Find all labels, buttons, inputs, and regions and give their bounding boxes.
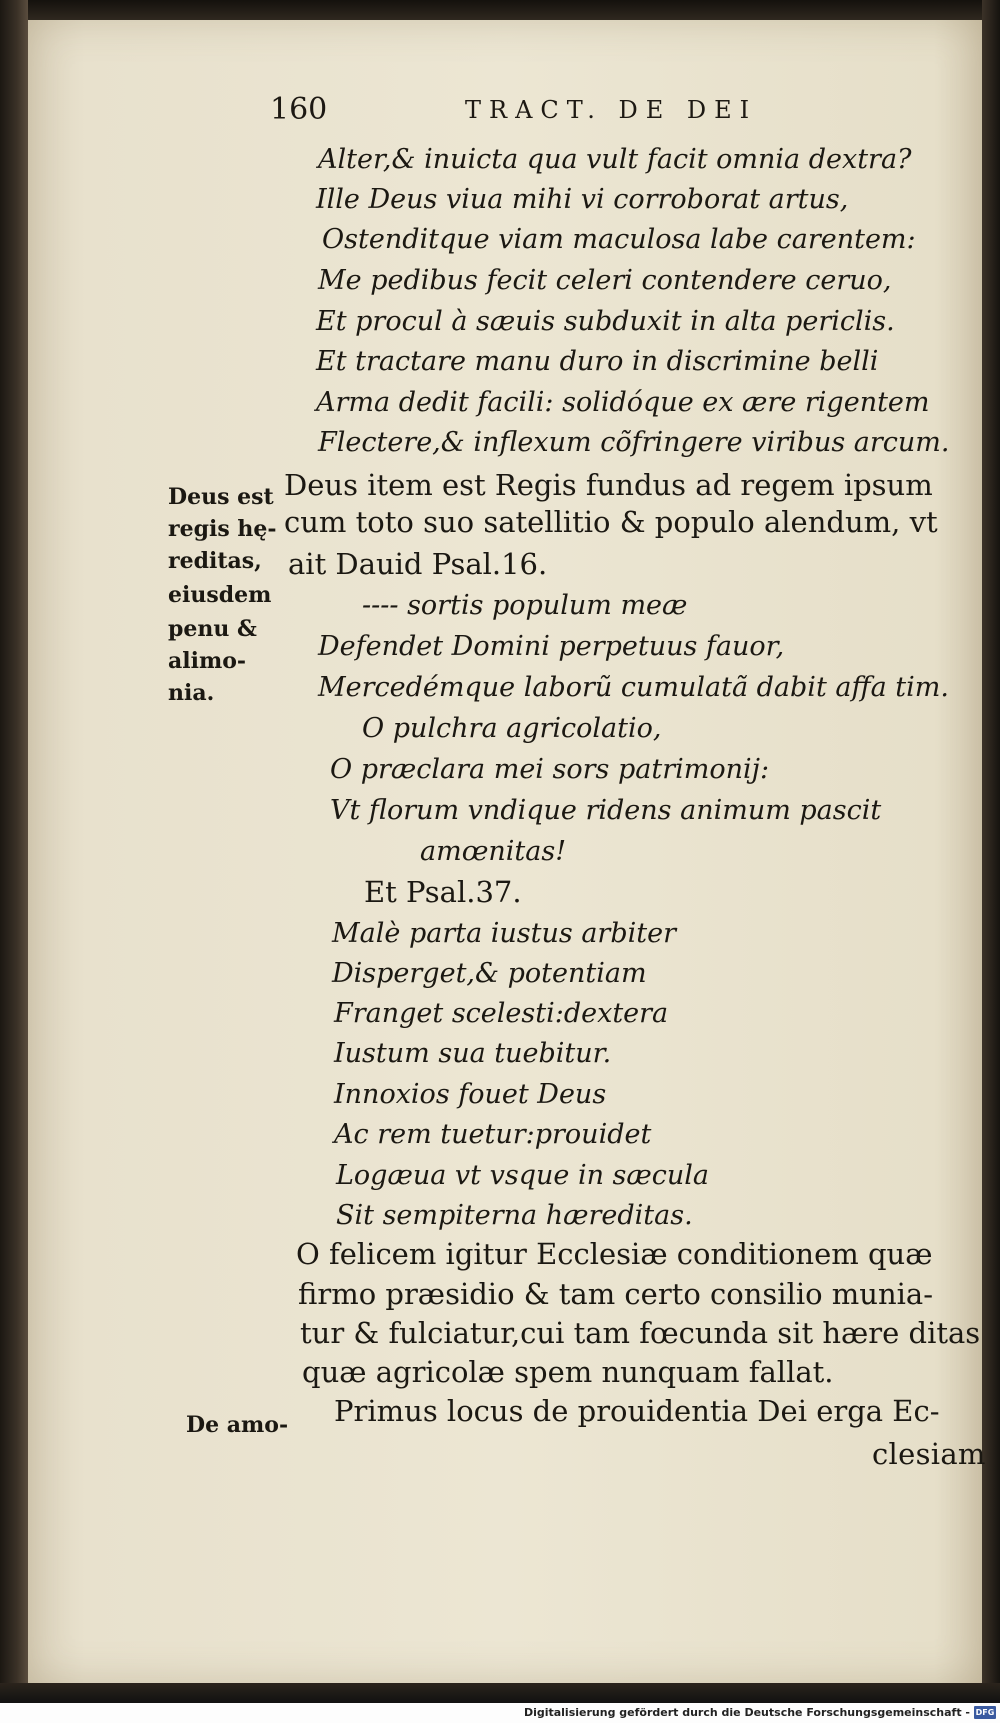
verse-line: Innoxios fouet Deus xyxy=(334,1079,607,1110)
prose-line: tur & fulciatur,cui tam fœcunda sit hære ditas xyxy=(300,1316,981,1350)
verse-line: Et procul à sæuis subduxit in alta periclis. xyxy=(316,306,895,337)
verse-line: Ostenditque viam maculosa labe carentem: xyxy=(322,224,916,255)
verse-line: Alter,& inuicta qua vult facit omnia dextra? xyxy=(318,144,912,175)
verse-line: Franget scelesti:dextera xyxy=(334,998,669,1029)
prose-line: O felicem igitur Ecclesiæ conditionem quæ xyxy=(296,1237,933,1271)
page-header xyxy=(270,92,880,132)
prose-line: ait Dauid Psal.16. xyxy=(288,547,548,581)
margin-note-line: reditas, xyxy=(168,548,262,574)
psalm-reference: Et Psal.37. xyxy=(364,875,522,909)
margin-note-2: De amo- xyxy=(186,1412,289,1438)
catchword: clesiam xyxy=(872,1437,986,1471)
verse-line: Ille Deus viua mihi vi corroborat artus, xyxy=(316,184,849,215)
prose-line: Primus locus de prouidentia Dei erga Ec- xyxy=(334,1394,940,1428)
verse-line: Et tractare manu duro in discrimine belli xyxy=(316,346,879,377)
verse-line: Flectere,& inflexum cõfringere viribus arcum. xyxy=(318,427,950,458)
scan-border-bottom xyxy=(0,1683,1000,1703)
scan-border-top xyxy=(0,0,1000,20)
scan-border-left xyxy=(0,0,28,1723)
footer-bar xyxy=(0,1703,1000,1723)
margin-note-line: regis hę- xyxy=(168,516,277,542)
footer-credit: Digitalisierung gefördert durch die Deutsche Forschungsgemeinschaft - xyxy=(523,1706,970,1719)
running-title: TRACT. DE DEI xyxy=(465,96,758,124)
verse-line: Sit sempiterna hæreditas. xyxy=(336,1200,693,1231)
verse-line: amœnitas! xyxy=(420,836,567,867)
verse-line: Logæua vt vsque in sæcula xyxy=(336,1160,710,1191)
margin-note-line: Deus est xyxy=(168,484,274,510)
prose-line: Deus item est Regis fundus ad regem ipsum xyxy=(284,468,933,502)
dfg-logo-icon: DFG xyxy=(975,1708,995,1717)
verse-line: Iustum sua tuebitur. xyxy=(334,1038,612,1069)
verse-line: Malè parta iustus arbiter xyxy=(332,918,676,949)
verse-line: ---- sortis populum meæ xyxy=(362,590,688,621)
margin-note-line: eiusdem xyxy=(168,582,272,608)
verse-line: Me pedibus fecit celeri contendere ceruo, xyxy=(318,265,892,296)
verse-line: O præclara mei sors patrimonij: xyxy=(330,754,770,785)
verse-line: Ac rem tuetur:prouidet xyxy=(334,1119,652,1150)
margin-note-line: nia. xyxy=(168,680,215,706)
prose-line: quæ agricolæ spem nunquam fallat. xyxy=(302,1355,834,1389)
verse-line: Vt florum vndique ridens animum pascit xyxy=(330,795,882,826)
verse-line: Defendet Domini perpetuus fauor, xyxy=(318,631,785,662)
page-number: 160 xyxy=(270,92,328,127)
verse-line: Arma dedit facili: solidóque ex ære rigentem xyxy=(316,387,930,418)
verse-line: Mercedémque laborũ cumulatã dabit affa tim. xyxy=(318,672,949,703)
margin-note-line: alimo- xyxy=(168,648,247,674)
margin-note-line: penu & xyxy=(168,616,257,642)
verse-line: O pulchra agricolatio, xyxy=(362,713,662,744)
prose-line: firmo præsidio & tam certo consilio munia- xyxy=(298,1277,934,1311)
prose-line: cum toto suo satellitio & populo alendum, vt xyxy=(284,505,938,539)
verse-line: Disperget,& potentiam xyxy=(332,958,647,989)
